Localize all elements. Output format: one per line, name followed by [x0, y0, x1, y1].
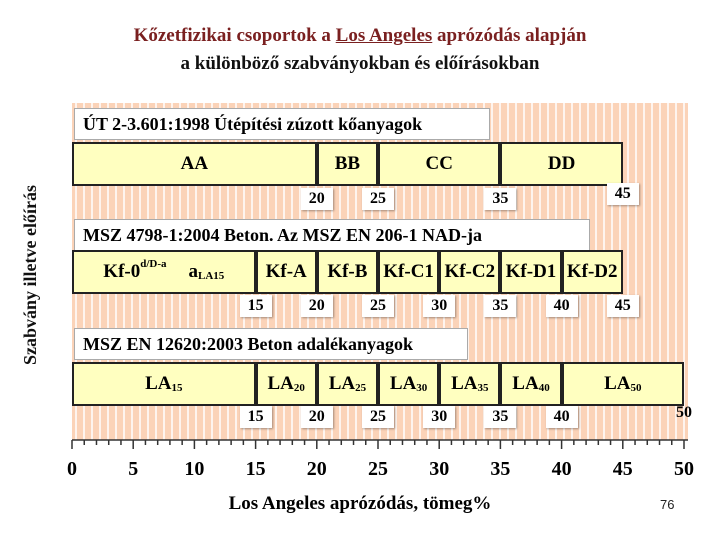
group-label-sub: 15 [171, 382, 183, 394]
group-segment [562, 362, 684, 406]
x-tick-label: 0 [67, 458, 77, 480]
limit-value-label: 30 [423, 295, 455, 317]
group-label: CC [425, 153, 453, 174]
group-segment [378, 362, 439, 406]
limit-value-label: 40 [546, 406, 578, 428]
group-label: BB [334, 153, 361, 174]
standard-header: MSZ EN 12620:2003 Beton adalékanyagok [74, 328, 468, 360]
x-tick-label: 15 [245, 458, 266, 480]
group-label: AA [180, 153, 209, 174]
group-label: Kf-D2 [566, 261, 618, 282]
group-label: LA [512, 373, 539, 394]
limit-value-label: 25 [362, 406, 394, 428]
title-underlined: Los Angeles [335, 25, 433, 46]
limit-value-label: 25 [362, 188, 394, 210]
group-label: Kf-C1 [383, 261, 434, 282]
group-segment [500, 250, 561, 294]
group-label: LA [145, 373, 172, 394]
group-label-secondary: a [188, 261, 199, 282]
limit-value-label: 35 [484, 188, 516, 210]
group-segment [72, 362, 256, 406]
limit-value-label: 50 [676, 404, 692, 421]
group-label-sub: 30 [416, 382, 428, 394]
group-label: Kf-A [265, 261, 307, 282]
group-segment [562, 250, 623, 294]
group-segment [439, 362, 500, 406]
limit-value-label: 35 [484, 406, 516, 428]
limit-value-label: 20 [301, 295, 333, 317]
group-label: LA [604, 373, 631, 394]
y-axis-label: Szabvány illetve előírás [20, 185, 40, 365]
x-tick-label: 50 [674, 458, 694, 480]
group-label-sub: LA15 [198, 270, 225, 282]
limit-value-label: 25 [362, 295, 394, 317]
group-label: LA [328, 373, 356, 394]
limit-value-label: 15 [240, 406, 272, 428]
x-tick-label: 40 [551, 458, 572, 480]
limit-value-label: 40 [546, 295, 578, 317]
chart-subtitle: a különböző szabványokban és előírásokban [180, 53, 540, 74]
standard-header: ÚT 2-3.601:1998 Útépítési zúzott kőanyagok [74, 108, 490, 140]
limit-value-label: 20 [301, 188, 333, 210]
group-segment [72, 142, 317, 186]
group-segment [256, 362, 317, 406]
x-tick-label: 45 [612, 458, 633, 480]
group-label-sub: 50 [630, 382, 642, 394]
group-label: LA [389, 373, 417, 394]
group-label: LA [451, 373, 478, 394]
group-label-sub: 40 [538, 382, 550, 394]
page-number: 76 [660, 497, 675, 512]
group-segment [439, 250, 500, 294]
group-segment [378, 250, 439, 294]
limit-value-label: 45 [607, 183, 639, 205]
group-label: Kf-B [327, 261, 368, 282]
x-tick-label: 35 [490, 458, 511, 480]
group-label-sub: 35 [477, 382, 489, 394]
x-axis-label: Los Angeles aprózódás, tömeg% [228, 493, 492, 514]
x-tick-label: 25 [368, 458, 388, 480]
chart-title: Kőzetfizikai csoportok a Los Angeles aprózódás alapján [133, 25, 587, 46]
group-label-sub: 25 [355, 382, 367, 394]
limit-value-label: 20 [301, 406, 333, 428]
group-label: LA [267, 373, 294, 394]
group-label-sup: d/D-a [140, 258, 167, 270]
group-label: Kf-D1 [505, 261, 557, 282]
group-label: Kf-C2 [444, 261, 496, 282]
limit-value-label: 30 [423, 406, 455, 428]
group-segment [256, 250, 317, 294]
limit-value-label: 35 [484, 295, 516, 317]
group-segment [378, 142, 500, 186]
group-segment [500, 142, 622, 186]
group-segment [317, 362, 378, 406]
x-tick-label: 30 [429, 458, 450, 480]
standard-header: MSZ 4798-1:2004 Beton. Az MSZ EN 206-1 NAD-ja [74, 219, 590, 251]
group-segment [317, 142, 378, 186]
group-segment [500, 362, 561, 406]
limit-value-label: 15 [240, 295, 272, 317]
group-segment [72, 250, 256, 294]
limit-value-label: 45 [607, 295, 639, 317]
x-tick-label: 20 [306, 458, 327, 480]
group-label-sub: 20 [293, 382, 305, 394]
group-segment [317, 250, 378, 294]
x-tick-label: 5 [128, 458, 139, 480]
group-label: Kf-0 [103, 261, 141, 282]
x-tick-label: 10 [184, 458, 205, 480]
group-label: DD [547, 153, 576, 174]
